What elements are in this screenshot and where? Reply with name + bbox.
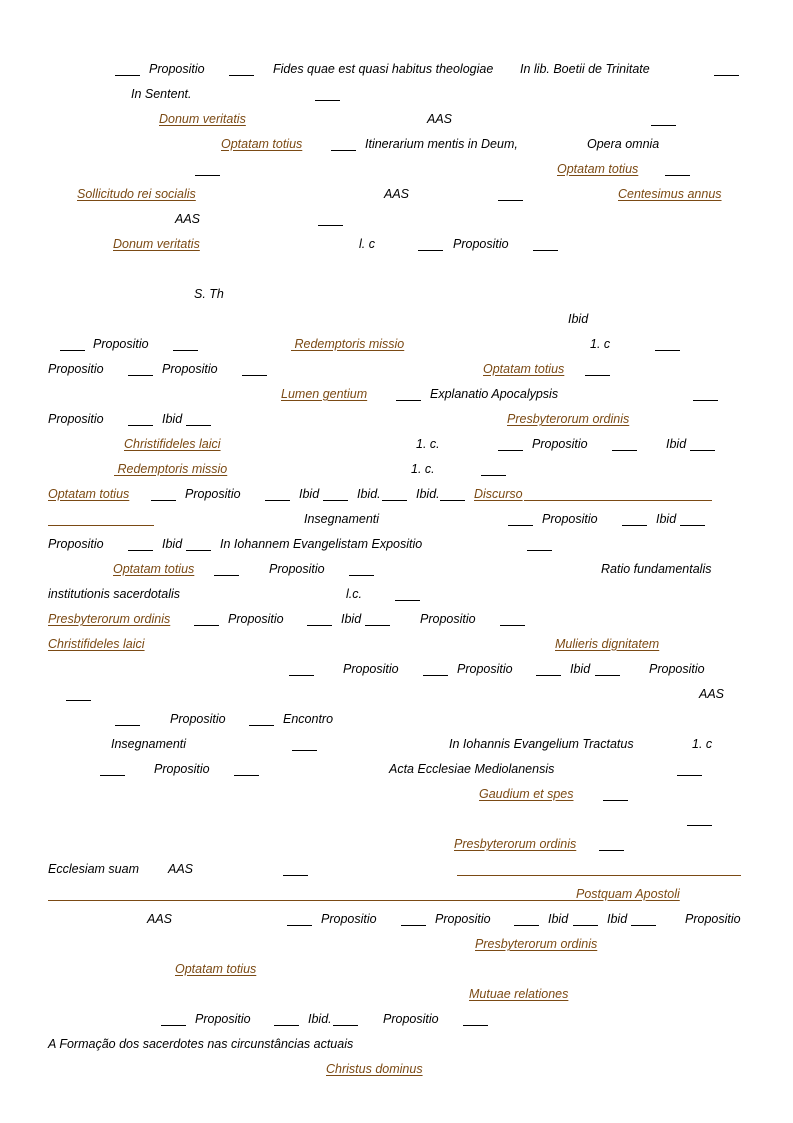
blank-line	[693, 400, 718, 401]
blank-line	[536, 675, 561, 676]
ref-text: Propositio	[453, 237, 509, 251]
blank-line	[498, 450, 523, 451]
ref-text: Propositio	[269, 562, 325, 576]
mulieris-link[interactable]: Mulieris dignitatem	[555, 637, 660, 651]
ref-text: Propositio	[420, 612, 476, 626]
blank-line	[573, 925, 598, 926]
blank-line	[229, 75, 254, 76]
ref-text: Propositio	[48, 362, 104, 376]
blank-line	[440, 500, 465, 501]
blank-line	[395, 600, 420, 601]
blank-line	[533, 250, 558, 251]
blank-line	[194, 625, 219, 626]
blank-line	[186, 425, 211, 426]
ref-text: Propositio	[185, 487, 241, 501]
presbyterorum-link[interactable]: Presbyterorum ordinis	[48, 612, 171, 626]
blank-line	[527, 550, 552, 551]
ref-text: In lib. Boetii de Trinitate	[520, 62, 650, 76]
ref-text: In Iohannis Evangelium Tractatus	[449, 737, 634, 751]
redemptoris-link-label: Redemptoris missio	[294, 337, 405, 351]
mutuae-relationes-link[interactable]: Mutuae relationes	[469, 987, 569, 1001]
centesimus-link[interactable]: Centesimus annus	[618, 187, 722, 201]
blank-line	[100, 775, 125, 776]
blank-line	[603, 800, 628, 801]
ref-text: Propositio	[649, 662, 705, 676]
ref-text: A Formação dos sacerdotes nas circunstâncias actuais	[48, 1037, 354, 1051]
blank-line	[292, 750, 317, 751]
blank-line	[622, 525, 647, 526]
ref-text: S. Th	[194, 287, 224, 301]
ref-text: Acta Ecclesiae Mediolanensis	[389, 762, 555, 776]
blank-line	[60, 350, 85, 351]
blank-line	[287, 925, 312, 926]
ref-text: Itinerarium mentis in Deum,	[365, 137, 518, 151]
blank-line	[612, 450, 637, 451]
blank-line	[498, 200, 523, 201]
blank-line	[128, 425, 153, 426]
ref-text: Ecclesiam suam	[48, 862, 139, 876]
link-underline	[524, 500, 712, 501]
ref-text: Ibid.	[416, 487, 440, 501]
blank-line	[315, 100, 340, 101]
ref-text: Insegnamenti	[111, 737, 187, 751]
ref-text: 1. c	[590, 337, 611, 351]
ref-text: Ibid	[607, 912, 628, 926]
ref-text: Ibid	[341, 612, 362, 626]
blank-line	[382, 500, 407, 501]
blank-line	[274, 1025, 299, 1026]
blank-line	[289, 675, 314, 676]
ref-text: Propositio	[170, 712, 226, 726]
ref-text: AAS	[699, 687, 725, 701]
ref-text: Ibid.	[357, 487, 381, 501]
ref-text: Propositio	[532, 437, 588, 451]
blank-line	[714, 75, 739, 76]
ref-text: AAS	[175, 212, 201, 226]
sollicitudo-link[interactable]: Sollicitudo rei socialis	[77, 187, 196, 201]
ref-text: Ibid	[162, 537, 183, 551]
ref-text: 1. c.	[411, 462, 435, 476]
blank-line	[655, 350, 680, 351]
blank-line	[651, 125, 676, 126]
link-underline	[48, 900, 576, 901]
ref-text: Propositio	[321, 912, 377, 926]
ref-text: Ibid	[162, 412, 183, 426]
christus-dominus-link[interactable]: Christus dominus	[326, 1062, 423, 1076]
blank-line	[151, 500, 176, 501]
link-underline	[48, 525, 154, 526]
blank-line	[680, 525, 705, 526]
ref-text: institutionis sacerdotalis	[48, 587, 181, 601]
ref-text: Insegnamenti	[304, 512, 380, 526]
blank-line	[401, 925, 426, 926]
blank-line	[687, 825, 712, 826]
blank-line	[234, 775, 259, 776]
blank-line	[365, 625, 390, 626]
blank-line	[186, 550, 211, 551]
presbyterorum-link[interactable]: Presbyterorum ordinis	[454, 837, 577, 851]
blank-line	[396, 400, 421, 401]
blank-line	[665, 175, 690, 176]
ref-text: Propositio	[149, 62, 205, 76]
ref-text: Propositio	[154, 762, 210, 776]
blank-line	[318, 225, 343, 226]
optatam-totius-link[interactable]: Optatam totius	[221, 137, 303, 151]
blank-line	[195, 175, 220, 176]
christifideles-link[interactable]: Christifideles laici	[48, 637, 145, 651]
ref-text: Propositio	[542, 512, 598, 526]
optatam-totius-link[interactable]: Optatam totius	[113, 562, 195, 576]
blank-line	[585, 375, 610, 376]
ref-text: Encontro	[283, 712, 334, 726]
ref-text: Ibid	[568, 312, 589, 326]
redemptoris-link[interactable]	[291, 337, 404, 351]
ref-text: Propositio	[48, 537, 104, 551]
blank-line	[514, 925, 539, 926]
ref-text: Ratio fundamentalis	[601, 562, 712, 576]
blank-line	[307, 625, 332, 626]
ref-text: Ibid	[548, 912, 569, 926]
blank-line	[128, 375, 153, 376]
ref-text: Propositio	[48, 412, 104, 426]
ref-text: Propositio	[457, 662, 513, 676]
ref-text: Ibid	[570, 662, 591, 676]
ref-text: AAS	[384, 187, 410, 201]
blank-line	[599, 850, 624, 851]
blank-line	[331, 150, 356, 151]
optatam-totius-link[interactable]: Optatam totius	[48, 487, 130, 501]
blank-line	[423, 675, 448, 676]
christifideles-link[interactable]: Christifideles laici	[124, 437, 221, 451]
ref-text: Ibid	[299, 487, 320, 501]
ref-text: AAS	[427, 112, 453, 126]
blank-line	[265, 500, 290, 501]
blank-line	[463, 1025, 488, 1026]
ref-text: AAS	[147, 912, 173, 926]
ref-text: Propositio	[343, 662, 399, 676]
optatam-totius-link[interactable]: Optatam totius	[175, 962, 257, 976]
ref-text: Fides quae est quasi habitus theologiae	[273, 62, 494, 76]
ref-text: In Iohannem Evangelistam Expositio	[220, 537, 423, 551]
blank-line	[173, 350, 198, 351]
blank-line	[333, 1025, 358, 1026]
blank-line	[595, 675, 620, 676]
ref-text: Ibid	[666, 437, 687, 451]
redemptoris-link[interactable]	[114, 462, 227, 476]
discurso-link[interactable]: Discurso	[474, 487, 523, 501]
blank-line	[115, 725, 140, 726]
blank-line	[161, 1025, 186, 1026]
blank-line	[283, 875, 308, 876]
ref-text: AAS	[168, 862, 194, 876]
donum-veritatis-link[interactable]: Donum veritatis	[113, 237, 200, 251]
blank-line	[115, 75, 140, 76]
ref-text: Propositio	[685, 912, 741, 926]
presbyterorum-link[interactable]: Presbyterorum ordinis	[507, 412, 630, 426]
ref-text: 1. c	[692, 737, 713, 751]
link-underline	[457, 875, 741, 876]
blank-line	[690, 450, 715, 451]
ref-text: Propositio	[195, 1012, 251, 1026]
blank-line	[242, 375, 267, 376]
blank-line	[66, 700, 91, 701]
ref-text: Ibid	[656, 512, 677, 526]
ref-text: l. c	[359, 237, 375, 251]
ref-text: Propositio	[93, 337, 149, 351]
donum-veritatis-link[interactable]: Donum veritatis	[159, 112, 246, 126]
blank-line	[323, 500, 348, 501]
ref-text: Propositio	[228, 612, 284, 626]
ref-text: Propositio	[435, 912, 491, 926]
gaudium-et-spes-link[interactable]: Gaudium et spes	[479, 787, 574, 801]
optatam-totius-link[interactable]: Optatam totius	[557, 162, 639, 176]
blank-line	[249, 725, 274, 726]
postquam-apostoli-link[interactable]: Postquam Apostoli	[576, 887, 680, 901]
ref-text: 1. c.	[416, 437, 440, 451]
blank-line	[631, 925, 656, 926]
blank-line	[500, 625, 525, 626]
ref-text: Propositio	[162, 362, 218, 376]
ref-text: Explanatio Apocalypsis	[430, 387, 559, 401]
blank-line	[214, 575, 239, 576]
ref-text: In Sentent.	[131, 87, 192, 101]
redemptoris-link-label: Redemptoris missio	[117, 462, 228, 476]
ref-text: Opera omnia	[587, 137, 660, 151]
lumen-gentium-link[interactable]: Lumen gentium	[281, 387, 368, 401]
blank-line	[128, 550, 153, 551]
blank-line	[418, 250, 443, 251]
presbyterorum-link[interactable]: Presbyterorum ordinis	[475, 937, 598, 951]
ref-text: Ibid.	[308, 1012, 332, 1026]
blank-line	[349, 575, 374, 576]
optatam-totius-link[interactable]: Optatam totius	[483, 362, 565, 376]
ref-text: Propositio	[383, 1012, 439, 1026]
blank-line	[677, 775, 702, 776]
ref-text: l.c.	[346, 587, 362, 601]
blank-line	[481, 475, 506, 476]
blank-line	[508, 525, 533, 526]
